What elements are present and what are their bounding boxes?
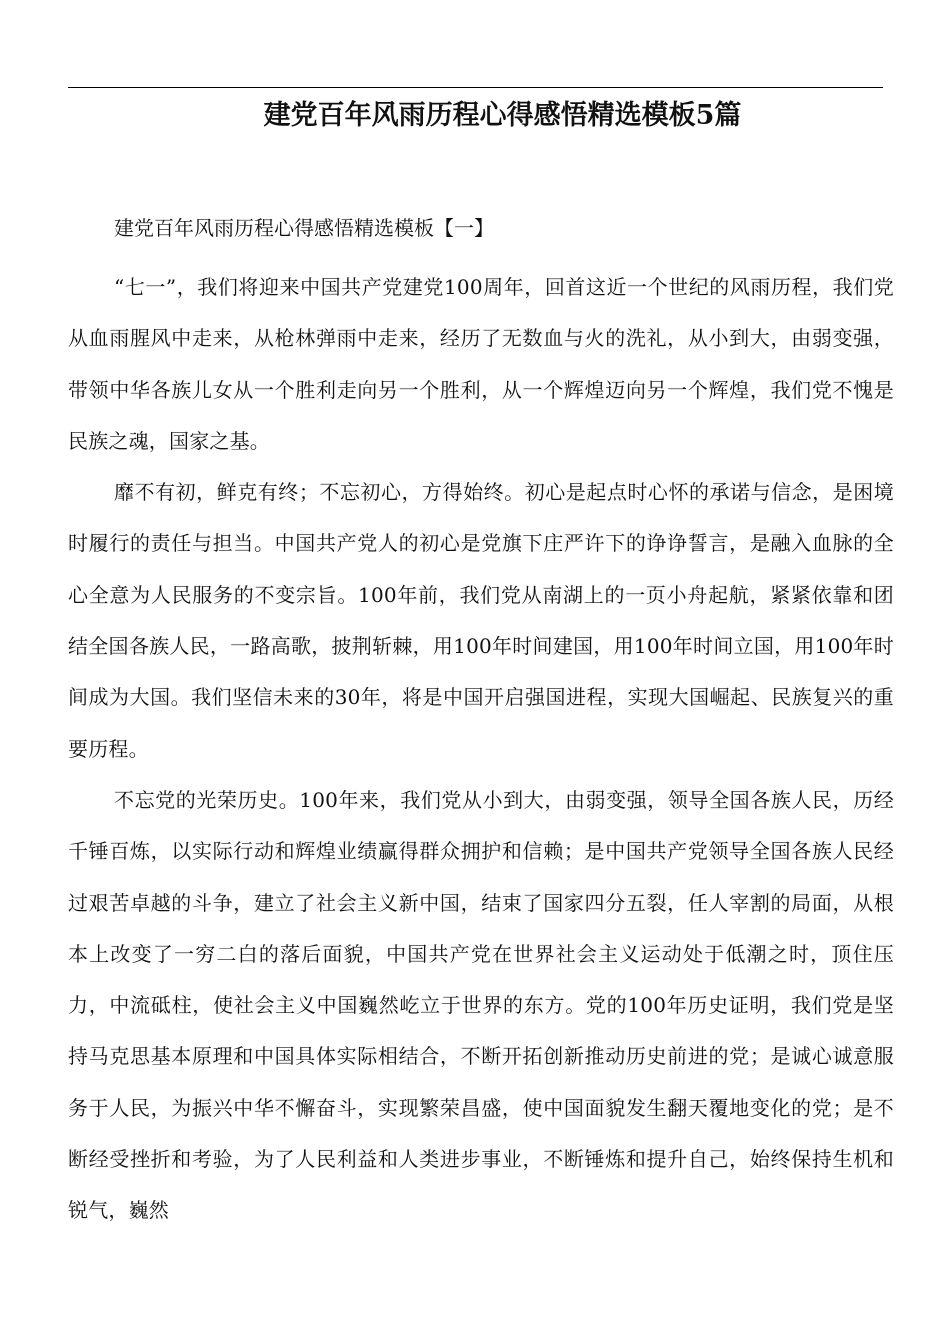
section-heading: 建党百年风雨历程心得感悟精选模板【一】 (114, 216, 494, 240)
paragraph-2: 靡不有初，鲜克有终；不忘初心，方得始终。初心是起点时心怀的承诺与信念，是困境时履行的责任与担当。中国共产党人的初心是党旗下庄严许下的诤诤誓言，是融入血脉的全心全意为人民服务的不变宗旨。100年前，我们党从南湖上的一页小舟起航，紧紧依靠和团结全国各族人民，一路高歌，披荆斩棘，用100年时间建国，用100年时间立国，用100年时间成为大国。我们坚信未来的30年，将是中国开启强国进程，实现大国崛起、民族复兴的重要历程。 (68, 480, 894, 761)
paragraph-3: 不忘党的光荣历史。100年来，我们党从小到大，由弱变强，领导全国各族人民，历经千锤百炼，以实际行动和辉煌业绩赢得群众拥护和信赖；是中国共产党领导全国各族人民经过艰苦卓越的斗争，建立了社会主义新中国，结束了国家四分五裂，任人宰割的局面，从根本上改变了一穷二白的落后面貌，中国共产党在世界社会主义运动处于低潮之时，顶住压力，中流砥柱，使社会主义中国巍然屹立于世界的东方。党的100年历史证明，我们党是坚持马克思基本原理和中国具体实际相结合，不断开拓创新推动历史前进的党；是诚心诚意服务于人民，为振兴中华不懈奋斗，实现繁荣昌盛，使中国面貌发生翻天覆地变化的党；是不断经受挫折和考验，为了人民利益和人类进步事业，不断锤炼和提升自己，始终保持生机和锐气，巍然 (68, 787, 894, 1223)
header-rule (68, 87, 883, 88)
document-body (68, 210, 894, 1237)
paragraph-1: “七一”，我们将迎来中国共产党建党100周年，回首这近一个世纪的风雨历程，我们党从血雨腥风中走来，从枪林弹雨中走来，经历了无数血与火的洗礼，从小到大，由弱变强，带领中华各族儿女从一个胜利走向另一个胜利，从一个辉煌迈向另一个辉煌，我们党不愧是民族之魂，国家之基。 (68, 275, 894, 453)
document-title: 建党百年风雨历程心得感悟精选模板5篇 (263, 100, 742, 131)
